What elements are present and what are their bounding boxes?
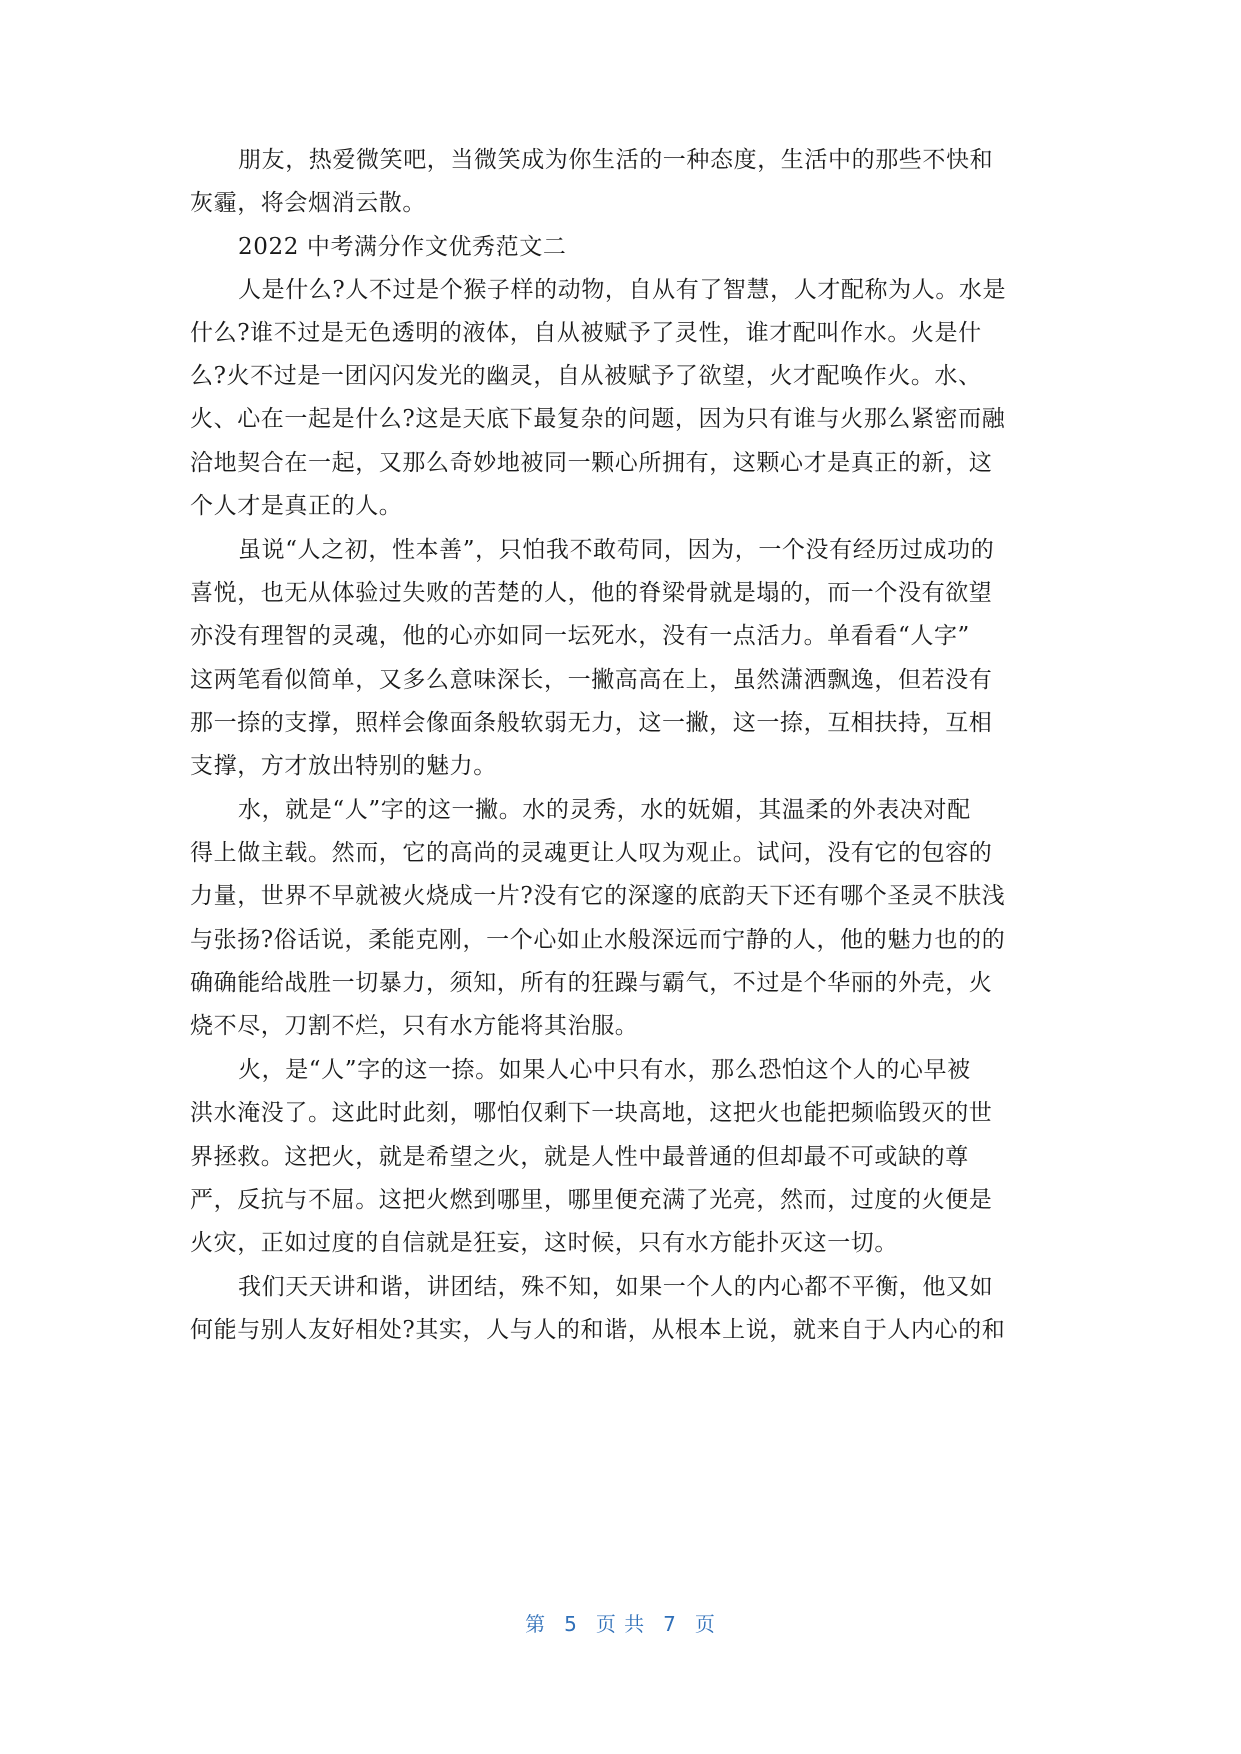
text-line: 个人才是真正的人。 — [190, 493, 403, 519]
text-line: 什么?谁不过是无色透明的液体，自从被赋予了灵性，谁才配叫作水。火是什 — [190, 320, 982, 346]
text-line: 确确能给战胜一切暴力，须知，所有的狂躁与霸气，不过是个华丽的外壳，火 — [190, 970, 993, 996]
text-line: 火灾，正如过度的自信就是狂妄，这时候，只有水方能扑灭这一切。 — [190, 1230, 898, 1256]
text-line: 亦没有理智的灵魂，他的心亦如同一坛死水，没有一点活力。单看看“人字” — [190, 623, 970, 649]
text-line: 人是什么?人不过是个猴子样的动物，自从有了智慧，人才配称为人。水是 — [238, 277, 1007, 303]
footer-ye: 页 — [694, 1612, 716, 1636]
text-line: 喜悦，也无从体验过失败的苦楚的人，他的脊梁骨就是塌的，而一个没有欲望 — [190, 580, 993, 606]
text-line: 这两笔看似简单，又多么意味深长，一撇高高在上，虽然潇洒飘逸，但若没有 — [190, 667, 993, 693]
footer-di: 第 — [525, 1612, 547, 1636]
text-line: 严，反抗与不屈。这把火燃到哪里，哪里便充满了光亮，然而，过度的火便是 — [190, 1187, 993, 1213]
footer-page-number: 5 — [564, 1612, 578, 1636]
text-line: 水，就是“人”字的这一撇。水的灵秀，水的妩媚，其温柔的外表决对配 — [238, 797, 971, 823]
text-line: 与张扬?俗话说，柔能克刚，一个心如止水般深远而宁静的人，他的魅力也的的 — [190, 927, 1006, 953]
text-line: 虽说“人之初，性本善”，只怕我不敢苟同，因为，一个没有经历过成功的 — [238, 537, 995, 563]
text-line: 朋友，热爱微笑吧，当微笑成为你生活的一种态度，生活中的那些不快和 — [238, 147, 994, 173]
text-line: 我们天天讲和谐，讲团结，殊不知，如果一个人的内心都不平衡，他又如 — [238, 1274, 994, 1300]
text-line: 界拯救。这把火，就是希望之火，就是人性中最普通的但却最不可或缺的尊 — [190, 1144, 969, 1170]
footer-ye-gong: 页 共 — [595, 1612, 646, 1636]
page-footer — [0, 1608, 1241, 1637]
text-line: 么?火不过是一团闪闪发光的幽灵，自从被赋予了欲望，火才配唤作火。水、 — [190, 363, 982, 389]
text-line: 何能与别人友好相处?其实，人与人的和谐，从根本上说，就来自于人内心的和 — [190, 1317, 1006, 1343]
footer-total-pages: 7 — [663, 1612, 677, 1636]
section-heading: 2022 中考满分作文优秀范文二 — [238, 234, 567, 260]
text-line: 火，是“人”字的这一捺。如果人心中只有水，那么恐怕这个人的心早被 — [238, 1057, 971, 1083]
text-line: 那一捺的支撑，照样会像面条般软弱无力，这一撇，这一捺，互相扶持，互相 — [190, 710, 993, 736]
text-line: 灰霾，将会烟消云散。 — [190, 190, 426, 216]
text-line: 洪水淹没了。这此时此刻，哪怕仅剩下一块高地，这把火也能把频临毁灭的世 — [190, 1100, 993, 1126]
text-line: 得上做主载。然而，它的高尚的灵魂更让人叹为观止。试问，没有它的包容的 — [190, 840, 993, 866]
text-line: 烧不尽，刀割不烂，只有水方能将其治服。 — [190, 1013, 639, 1039]
text-line: 火、心在一起是什么?这是天底下最复杂的问题，因为只有谁与火那么紧密而融 — [190, 406, 1006, 432]
text-line: 力量，世界不早就被火烧成一片?没有它的深邃的底韵天下还有哪个圣灵不肤浅 — [190, 883, 1006, 909]
text-line: 洽地契合在一起，又那么奇妙地被同一颗心所拥有，这颗心才是真正的新，这 — [190, 450, 993, 476]
text-line: 支撑，方才放出特别的魅力。 — [190, 753, 497, 779]
